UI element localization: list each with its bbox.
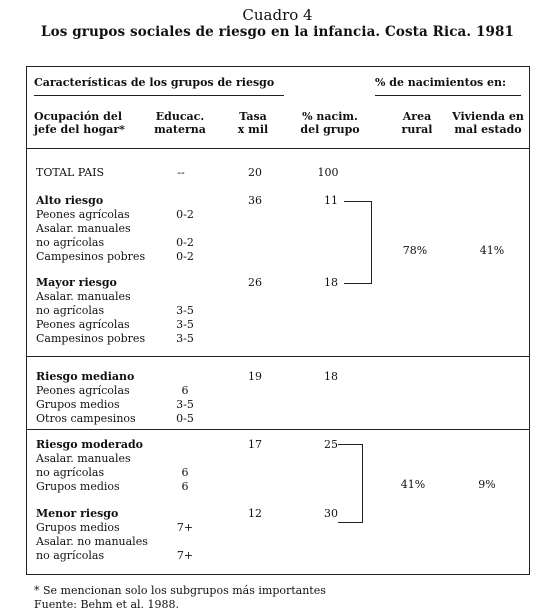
group-moderado-items bbox=[36, 452, 131, 494]
list-item: Asalar. manuales bbox=[36, 222, 131, 235]
table-number: Cuadro 4 bbox=[242, 6, 313, 24]
total-educ: -- bbox=[177, 166, 185, 179]
group-menor-name: Menor riesgo bbox=[36, 507, 119, 520]
total-tasa: 20 bbox=[248, 166, 262, 179]
list-item: 0-2 bbox=[176, 250, 194, 263]
group-menor-items bbox=[36, 521, 148, 563]
header-divider bbox=[27, 148, 529, 149]
list-item: Asalar. manuales bbox=[36, 290, 131, 303]
table-title: Los grupos sociales de riesgo en la infancia. Costa Rica. 1981 bbox=[41, 24, 514, 40]
group-mediano-nacim: 18 bbox=[324, 370, 338, 383]
header-educac-line1: Educac. bbox=[155, 110, 205, 123]
group-mayor-name: Mayor riesgo bbox=[36, 276, 117, 289]
header-nacimientos: % de nacimientos en: bbox=[375, 76, 507, 89]
group-menor-educ bbox=[170, 521, 200, 563]
list-item: Campesinos pobres bbox=[36, 332, 146, 345]
list-item: 7+ bbox=[176, 549, 194, 562]
header-nacim-line1: % nacim. bbox=[302, 110, 358, 123]
group-mayor-tasa: 26 bbox=[248, 276, 262, 289]
list-item: 0-2 bbox=[176, 208, 194, 221]
bracket-2-vivienda: 9% bbox=[478, 478, 496, 491]
list-item: Peones agrícolas bbox=[36, 318, 130, 331]
list-item: 7+ bbox=[176, 521, 194, 534]
bracket-1-vivienda: 41% bbox=[479, 244, 505, 257]
list-item: 3-5 bbox=[176, 332, 194, 345]
bracket-1-side bbox=[371, 201, 372, 283]
group-mediano-name: Riesgo mediano bbox=[36, 370, 135, 383]
header-educac bbox=[150, 110, 210, 136]
total-label: TOTAL PAIS bbox=[36, 166, 105, 179]
section-divider-2 bbox=[27, 429, 529, 430]
header-vivienda-line1: Vivienda en bbox=[452, 110, 524, 123]
bracket-2-area: 41% bbox=[400, 478, 426, 491]
group-alto-educ bbox=[170, 208, 200, 264]
list-item: 0-5 bbox=[176, 412, 194, 425]
list-item: no agrícolas bbox=[36, 304, 105, 317]
header-vivienda-line2: mal estado bbox=[454, 123, 522, 136]
list-item: no agrícolas bbox=[36, 236, 105, 249]
list-item: Otros campesinos bbox=[36, 412, 136, 425]
group-alto-items bbox=[36, 208, 145, 264]
list-item: 0-2 bbox=[176, 236, 194, 249]
list-item: no agrícolas bbox=[36, 549, 105, 562]
group-mediano-tasa: 19 bbox=[248, 370, 262, 383]
group-alto-tasa: 36 bbox=[248, 194, 262, 207]
header-tasa-line2: x mil bbox=[237, 123, 269, 136]
list-item: Asalar. no manuales bbox=[36, 535, 148, 548]
header-vivienda bbox=[448, 110, 528, 136]
list-item: 3-5 bbox=[176, 304, 194, 317]
group-moderado-educ bbox=[170, 452, 200, 494]
header-ocupacion bbox=[34, 110, 125, 136]
list-item: Grupos medios bbox=[36, 398, 120, 411]
header-tasa-line1: Tasa bbox=[239, 110, 267, 123]
header-underline-left bbox=[34, 95, 284, 96]
list-item: 3-5 bbox=[176, 398, 194, 411]
header-underline-right bbox=[375, 95, 521, 96]
bracket-1-area: 78% bbox=[402, 244, 428, 257]
list-item: Grupos medios bbox=[36, 480, 120, 493]
list-item: Asalar. manuales bbox=[36, 452, 131, 465]
header-nacim bbox=[295, 110, 365, 136]
list-item: Peones agrícolas bbox=[36, 208, 130, 221]
group-menor-nacim: 30 bbox=[324, 507, 338, 520]
bracket-2-bottom bbox=[338, 522, 363, 523]
group-mayor-items bbox=[36, 290, 145, 346]
list-item: 6 bbox=[181, 384, 189, 397]
group-mayor-nacim: 18 bbox=[324, 276, 338, 289]
list-item bbox=[170, 290, 200, 304]
group-alto-nacim: 11 bbox=[324, 194, 338, 207]
group-moderado-name: Riesgo moderado bbox=[36, 438, 143, 451]
group-mayor-educ bbox=[170, 290, 200, 346]
list-item bbox=[170, 452, 200, 466]
total-nacim: 100 bbox=[317, 166, 339, 179]
header-tasa bbox=[228, 110, 278, 136]
list-item bbox=[170, 535, 200, 549]
header-area-line1: Area bbox=[402, 110, 432, 123]
group-alto-name: Alto riesgo bbox=[36, 194, 104, 207]
group-mediano-items bbox=[36, 384, 136, 426]
footnote: * Se mencionan solo los subgrupos más importantes bbox=[34, 584, 326, 597]
header-educac-line2: materna bbox=[154, 123, 206, 136]
list-item: 6 bbox=[181, 466, 189, 479]
group-mediano-educ bbox=[170, 384, 200, 426]
list-item: Campesinos pobres bbox=[36, 250, 146, 263]
bracket-1-top bbox=[344, 201, 372, 202]
header-ocupacion-line1: Ocupación del bbox=[34, 110, 123, 123]
list-item: 3-5 bbox=[176, 318, 194, 331]
list-item bbox=[170, 222, 200, 236]
header-area-line2: rural bbox=[401, 123, 433, 136]
group-menor-tasa: 12 bbox=[248, 507, 262, 520]
header-area bbox=[392, 110, 442, 136]
section-divider-1 bbox=[27, 356, 529, 357]
bracket-2-side bbox=[362, 444, 363, 522]
bracket-1-bottom bbox=[344, 283, 372, 284]
header-caracteristicas: Características de los grupos de riesgo bbox=[34, 76, 275, 89]
header-ocupacion-line2: jefe del hogar* bbox=[34, 123, 125, 136]
list-item: Grupos medios bbox=[36, 521, 120, 534]
bracket-2-top bbox=[338, 444, 363, 445]
list-item: no agrícolas bbox=[36, 466, 105, 479]
list-item: 6 bbox=[181, 480, 189, 493]
group-moderado-nacim: 25 bbox=[324, 438, 338, 451]
list-item: Peones agrícolas bbox=[36, 384, 130, 397]
source-note: Fuente: Behm et al. 1988. bbox=[34, 598, 180, 611]
group-moderado-tasa: 17 bbox=[248, 438, 262, 451]
header-nacim-line2: del grupo bbox=[300, 123, 360, 136]
